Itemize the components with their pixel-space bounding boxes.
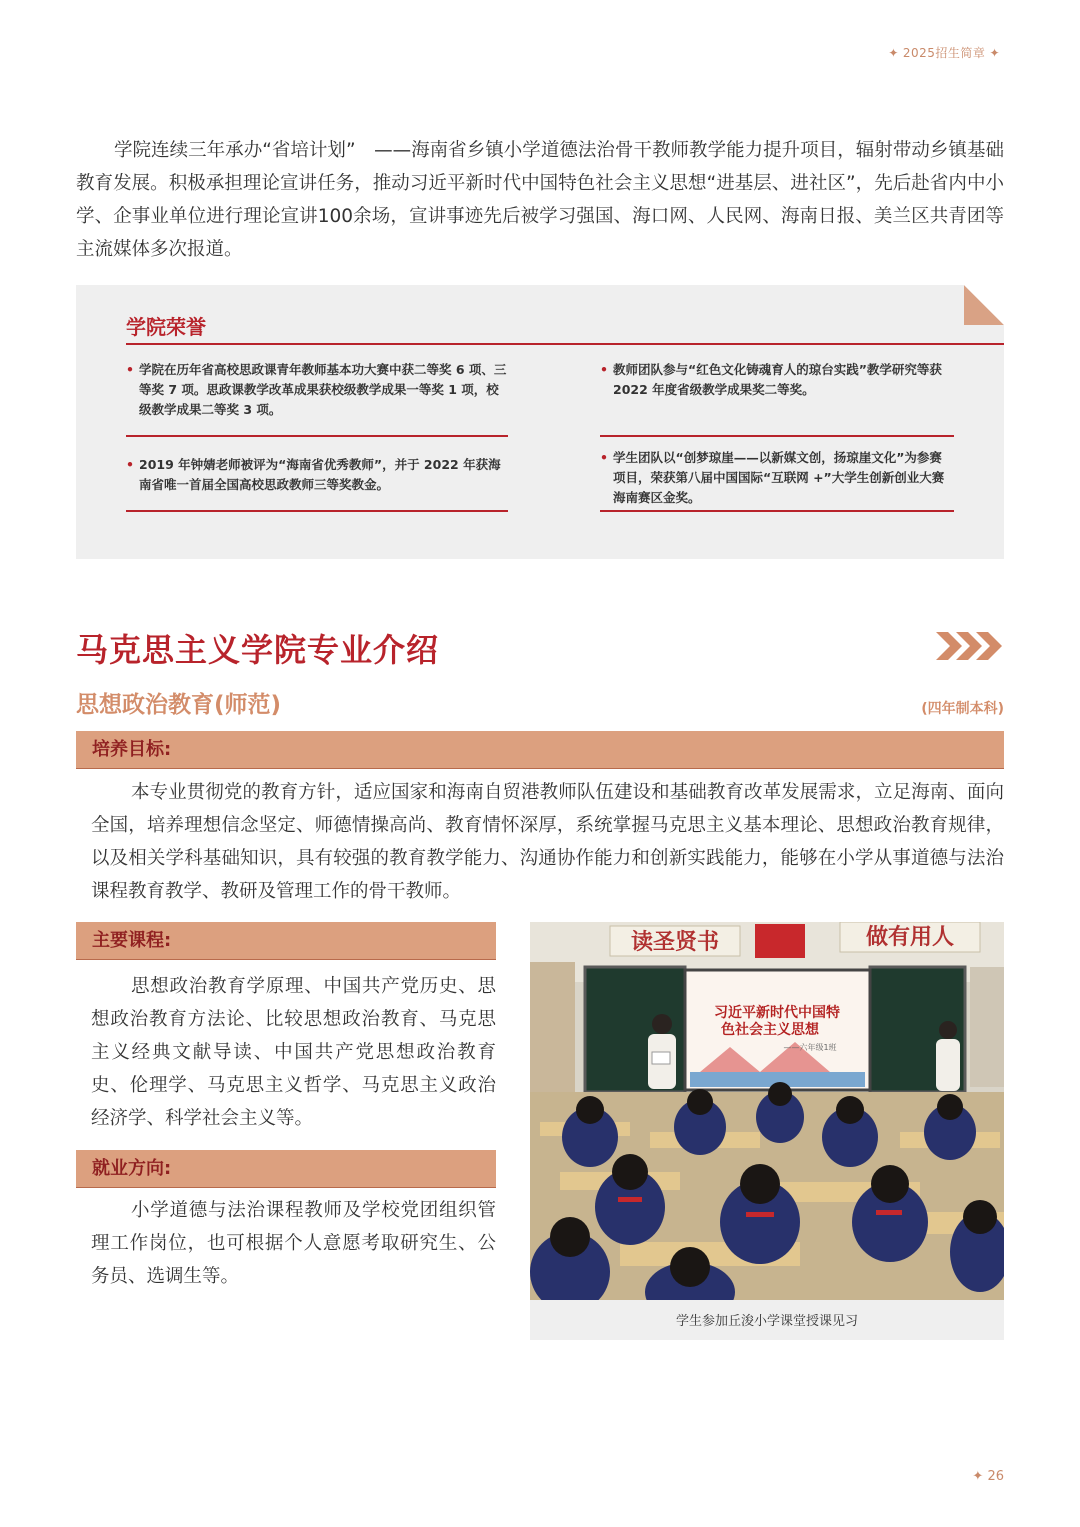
bullet-icon: • bbox=[126, 457, 134, 472]
star-icon: ✦ bbox=[972, 1469, 984, 1484]
honor-divider bbox=[126, 510, 508, 512]
screen-title-line1: 习近平新时代中国特 bbox=[714, 1005, 840, 1021]
classroom-photo-card bbox=[530, 922, 1004, 1340]
career-paragraph: 小学道德与法治课程教师及学校党团组织管理工作岗位，也可根据个人意愿考取研究生、公务员、选调生等。 bbox=[91, 1200, 496, 1287]
intro-paragraph: 学院连续三年承办“省培计划” ——海南省乡镇小学道德法治骨干教师教学能力提升项目，辐射带动乡镇基础教育发展。积极承担理论宣讲任务，推动习近平新时代中国特色社会主义思想“进基层、进社区”，先后赴省内中小学、企事业单位进行理论宣讲100余场，宣讲事迹先后被学习强国、海口网、人民网、海南日报、美兰区共青团等主流媒体多次报道。 bbox=[76, 140, 1004, 260]
goal-paragraph: 本专业贯彻党的教育方针，适应国家和海南自贸港教师队伍建设和基础教育改革发展需求，立足海南、面向全国，培养理想信念坚定、师德情操高尚、教育情怀深厚，系统掌握马克思主义基本理论、思想政治教育规律，以及相关学科基础知识，具有较强的教育教学能力、沟通协作能力和创新实践能力，能够在小学从事道德与法治课程教育教学、教研及管理工作的骨干教师。 bbox=[91, 782, 1004, 902]
major-name: 思想政治教育(师范) bbox=[76, 692, 282, 718]
screen-title-line2: 色社会主义思想 bbox=[721, 1022, 819, 1038]
bullet-icon: • bbox=[126, 362, 134, 377]
career-heading: 就业方向: bbox=[76, 1150, 496, 1188]
corner-fold-icon bbox=[964, 285, 1004, 325]
honor-text: 学生团队以“创梦琼崖——以新媒文创，扬琼崖文化”为参赛项目，荣获第八届中国国际“互联网 +”大学生创新创业大赛海南赛区金奖。 bbox=[613, 450, 945, 505]
banner-left: 读圣贤书 bbox=[630, 929, 720, 955]
honor-divider bbox=[600, 510, 954, 512]
classroom-photo bbox=[530, 922, 1004, 1300]
honor-text: 学院在历年省高校思政课青年教师基本功大赛中获二等奖 6 项、三等奖 7 项。思政课教学改革成果获校级教学成果一等奖 1 项，校级教学成果二等奖 3 项。 bbox=[139, 362, 507, 417]
screen-subtitle: ——六年级1班 bbox=[783, 1043, 837, 1052]
honor-item bbox=[600, 448, 954, 508]
page-number bbox=[972, 1469, 1004, 1484]
bullet-icon: • bbox=[600, 450, 608, 465]
page-number-value: 26 bbox=[987, 1469, 1004, 1484]
bullet-icon: • bbox=[600, 362, 608, 377]
photo-caption: 学生参加丘浚小学课堂授课见习 bbox=[675, 1314, 858, 1329]
star-icon: ✦ bbox=[888, 46, 899, 60]
courses-paragraph: 思想政治教育学原理、中国共产党历史、思想政治教育方法论、比较思想政治教育、马克思主义经典文献导读、中国共产党思想政治教育史、伦理学、马克思主义哲学、马克思主义政治经济学、科学社会主义等。 bbox=[91, 976, 496, 1129]
honors-title-rule bbox=[126, 343, 1004, 345]
courses-heading: 主要课程: bbox=[76, 922, 496, 960]
honor-item bbox=[126, 455, 508, 495]
honor-divider bbox=[126, 435, 508, 437]
honor-text: 教师团队参与“红色文化铸魂育人的琼台实践”教学研究等获 2022 年度省级教学成果奖二等奖。 bbox=[613, 362, 942, 397]
honor-item bbox=[126, 360, 508, 420]
goal-heading: 培养目标: bbox=[76, 731, 1004, 769]
honor-divider bbox=[600, 435, 954, 437]
honors-title: 学院荣誉 bbox=[126, 315, 206, 339]
header-title: 2025招生简章 bbox=[902, 46, 986, 60]
banner-right: 做有用人 bbox=[865, 924, 955, 950]
section-title: 马克思主义学院专业介绍 bbox=[76, 631, 440, 669]
program-duration: (四年制本科) bbox=[921, 701, 1004, 717]
honor-text: 2019 年钟婧老师被评为“海南省优秀教师”，并于 2022 年获海南省唯一首届全国高校思政教师三等奖教金。 bbox=[139, 457, 501, 492]
star-icon: ✦ bbox=[989, 46, 1000, 60]
brochure-header-tag bbox=[884, 44, 1004, 61]
honors-panel bbox=[76, 285, 1004, 559]
honor-item bbox=[600, 360, 954, 400]
triple-chevron-icon bbox=[936, 630, 1004, 662]
